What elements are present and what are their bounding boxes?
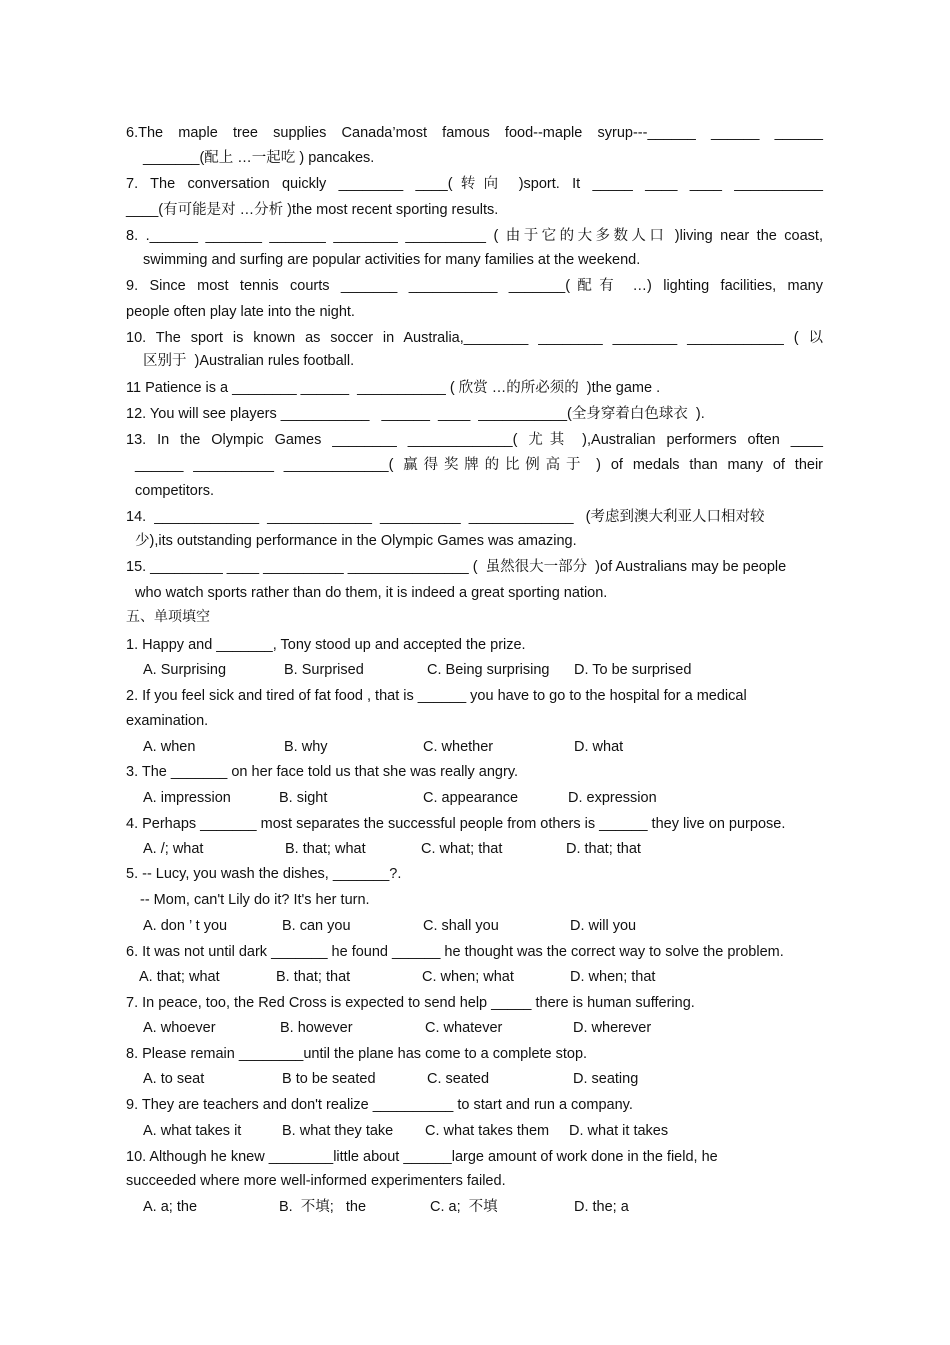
mc-2-option-a: A. when	[143, 739, 196, 755]
q4-10-line1: 10. The sport is known as soccer in Australia,________ ________ ________ ____________ ( 以	[126, 330, 823, 346]
mc-8-option-c: C. seated	[427, 1071, 490, 1087]
mc-5-option-d: D. will you	[570, 918, 637, 934]
q4-13-line3: competitors.	[135, 483, 214, 499]
q4-6-line2: _______(配上 …一起吃 ) pancakes.	[143, 150, 375, 166]
mc-1-option-c: C. Being surprising	[427, 662, 550, 678]
mc-4-option-d: D. that; that	[566, 841, 641, 857]
mc-3-stem: 3. The _______ on her face told us that she was really angry.	[126, 764, 519, 780]
mc-8-stem: 8. Please remain ________until the plane has come to a complete stop.	[126, 1046, 588, 1062]
mc-6-option-b: B. that; that	[276, 969, 351, 985]
mc-6-option-c: C. when; what	[422, 969, 514, 985]
mc-5-stem-line2: -- Mom, can't Lily do it? It's her turn.	[140, 892, 370, 908]
mc-8-option-b: B to be seated	[282, 1071, 376, 1087]
mc-7-stem: 7. In peace, too, the Red Cross is expected to send help _____ there is human suffering.	[126, 995, 695, 1011]
mc-10-option-b: B. 不填; the	[279, 1199, 367, 1215]
q4-10-line2: 区别于 )Australian rules football.	[143, 353, 355, 369]
q4-9-line1: 9. Since most tennis courts _______ ___________ _______(配有 …) lighting facilities, many	[126, 278, 823, 294]
mc-4-option-c: C. what; that	[421, 841, 503, 857]
mc-9-option-c: C. what takes them	[425, 1123, 550, 1139]
mc-9-option-a: A. what takes it	[143, 1123, 242, 1139]
q4-13-line2: ______ __________ _____________( 赢得奖牌的比例高于 ) of medals than many of their	[135, 457, 823, 473]
mc-7-option-b: B. however	[280, 1020, 353, 1036]
mc-6-stem: 6. It was not until dark _______ he found ______ he thought was the correct way to solve the problem.	[126, 944, 784, 960]
mc-1-option-d: D. To be surprised	[574, 662, 692, 678]
mc-5-option-b: B. can you	[282, 918, 351, 934]
mc-2-stem-line1: 2. If you feel sick and tired of fat food , that is ______ you have to go to the hospital for a medical	[126, 688, 747, 704]
q4-11-line: 11 Patience is a ________ ______ ___________ ( 欣赏 …的所必须的 )the game .	[126, 380, 661, 396]
mc-5-stem-line1: 5. -- Lucy, you wash the dishes, _______?.	[126, 866, 402, 882]
section-5-heading: 五、单项填空	[126, 609, 210, 625]
mc-2-option-c: C. whether	[423, 739, 494, 755]
mc-9-option-b: B. what they take	[282, 1123, 394, 1139]
mc-3-option-c: C. appearance	[423, 790, 519, 806]
mc-1-option-a: A. Surprising	[143, 662, 227, 678]
mc-3-option-b: B. sight	[279, 790, 328, 806]
mc-4-option-b: B. that; what	[285, 841, 366, 857]
mc-10-stem-line1: 10. Although he knew ________little about ______large amount of work done in the field, he	[126, 1149, 718, 1165]
mc-2-stem-line2: examination.	[126, 713, 209, 729]
q4-12-line: 12. You will see players ___________ ______ ____ ___________(全身穿着白色球衣 ).	[126, 406, 705, 422]
mc-2-option-d: D. what	[574, 739, 624, 755]
mc-1-stem: 1. Happy and _______, Tony stood up and accepted the prize.	[126, 637, 526, 653]
mc-1-option-b: B. Surprised	[284, 662, 364, 678]
mc-10-stem-line2: succeeded where more well-informed experimenters failed.	[126, 1173, 506, 1189]
mc-7-option-a: A. whoever	[143, 1020, 216, 1036]
q4-15-line1: 15. _________ ____ __________ _______________ ( 虽然很大一部分 )of Australians may be people	[126, 559, 787, 575]
mc-4-stem: 4. Perhaps _______ most separates the successful people from others is ______ they live on purpose.	[126, 816, 786, 832]
q4-8-line1: 8. .______ _______ _______ ________ __________ ( 由于它的大多数人口 )living near the coast,	[126, 228, 823, 244]
mc-10-option-d: D. the; a	[574, 1199, 629, 1215]
mc-7-option-d: D. wherever	[573, 1020, 652, 1036]
mc-2-option-b: B. why	[284, 739, 328, 755]
q4-14-line2: 少),its outstanding performance in the Olympic Games was amazing.	[135, 533, 577, 549]
q4-6-line1: 6.The maple tree supplies Canada’most famous food--maple syrup---______ ______ ______	[126, 125, 823, 141]
mc-6-option-a: A. that; what	[139, 969, 220, 985]
mc-4-option-a: A. /; what	[143, 841, 204, 857]
mc-3-option-d: D. expression	[568, 790, 657, 806]
mc-9-option-d: D. what it takes	[569, 1123, 669, 1139]
mc-10-option-a: A. a; the	[143, 1199, 198, 1215]
mc-9-stem: 9. They are teachers and don't realize __________ to start and run a company.	[126, 1097, 633, 1113]
mc-10-option-c: C. a; 不填	[430, 1199, 498, 1215]
mc-3-option-a: A. impression	[143, 790, 231, 806]
q4-7-line2: ____(有可能是对 …分析 )the most recent sporting results.	[126, 202, 499, 218]
mc-7-option-c: C. whatever	[425, 1020, 503, 1036]
mc-5-option-c: C. shall you	[423, 918, 499, 934]
q4-14-line1: 14. _____________ _____________ __________ _____________ (考虑到澳大利亚人口相对较	[126, 509, 765, 525]
mc-6-option-d: D. when; that	[570, 969, 656, 985]
mc-8-option-a: A. to seat	[143, 1071, 205, 1087]
mc-5-option-a: A. don ’ t you	[143, 918, 228, 934]
q4-15-line2: who watch sports rather than do them, it is indeed a great sporting nation.	[135, 585, 608, 601]
q4-9-line2: people often play late into the night.	[126, 304, 355, 320]
q4-7-line1: 7. The conversation quickly ________ ____(转向 )sport. It _____ ____ ____ ___________	[126, 176, 823, 192]
mc-8-option-d: D. seating	[573, 1071, 639, 1087]
q4-8-line2: swimming and surfing are popular activities for many families at the weekend.	[143, 252, 641, 268]
q4-13-line1: 13. In the Olympic Games ________ _____________( 尤其 ),Australian performers often ____	[126, 432, 823, 448]
